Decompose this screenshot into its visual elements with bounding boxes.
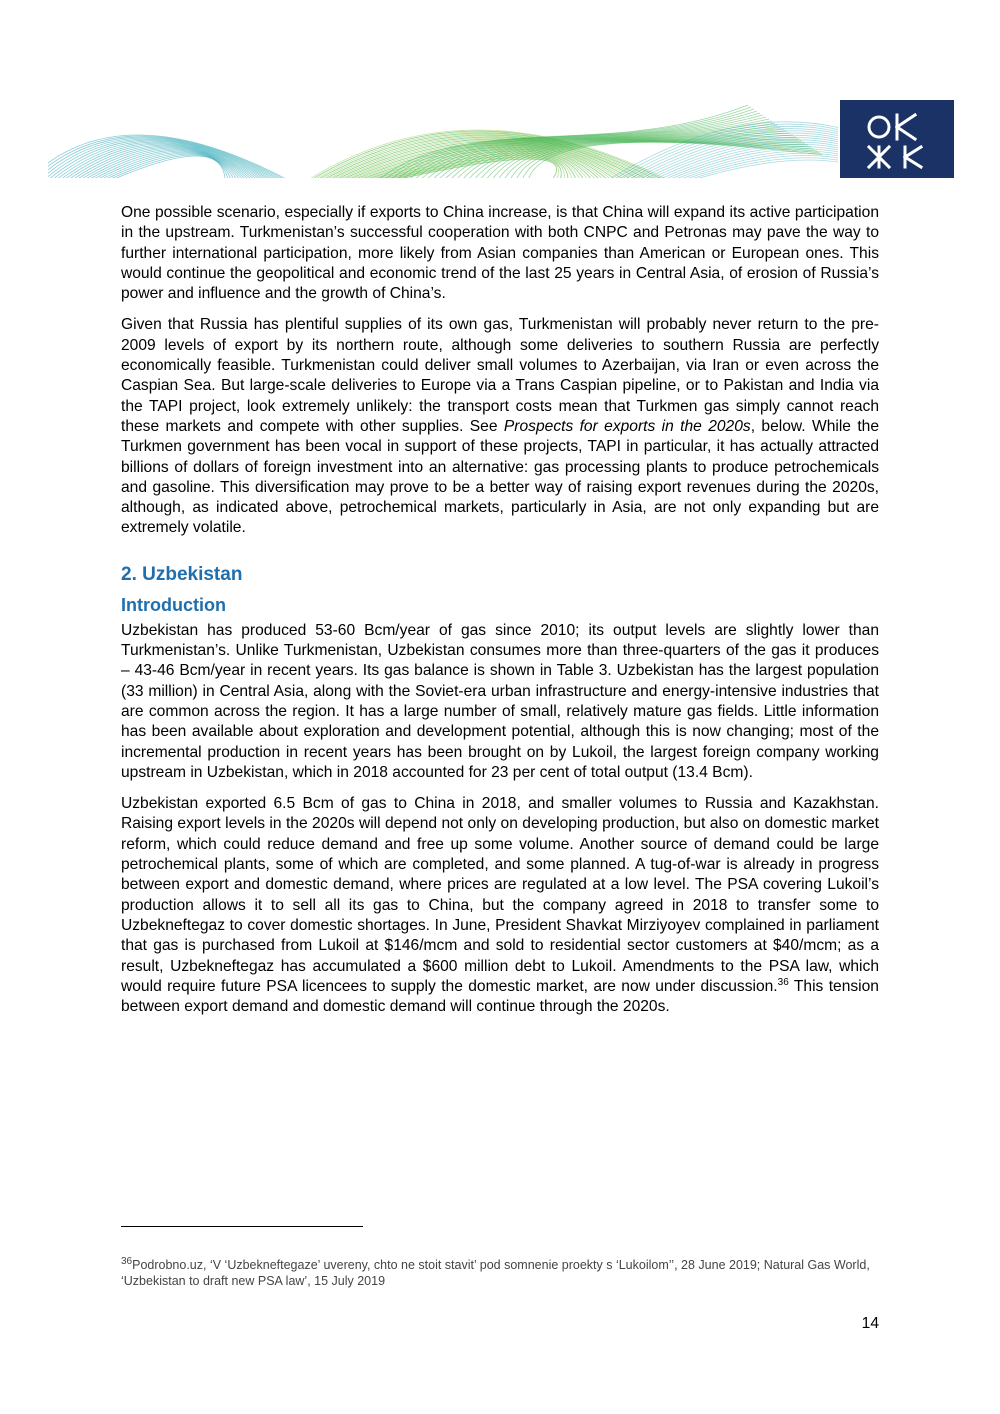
decorative-wave-graphic xyxy=(48,100,838,178)
body-paragraph xyxy=(121,621,879,783)
footnote-reference: 36 xyxy=(777,976,789,988)
page-number: 14 xyxy=(861,1315,879,1332)
uzbekistan-paragraphs xyxy=(121,621,879,1018)
text-segment: This tension between export demand and domestic demand will continue through the 2020s. xyxy=(121,977,879,1016)
footnote-number: 36 xyxy=(121,1255,133,1267)
oies-logo-icon xyxy=(840,100,954,178)
text-segment: Given that Russia has plentiful supplies of its own gas, Turkmenistan will probably never return to the pre-2009 levels of export by its northern route, although some deliveries to southern Russia are perfectly economically feasible. Turkmenistan could deliver small volumes to Azerbaijan, via Iran or even across the Caspian Sea. But large-scale deliveries to Europe via a Trans Caspian pipeline, or to Pakistan and India via the TAPI project, look extremely unlikely: the transport costs mean that Turkmen gas simply cannot reach these markets and compete with other supplies. See xyxy=(121,316,879,435)
text-segment: One possible scenario, especially if exports to China increase, is that China will expand its active participation in the upstream. Turkmenistan’s successful cooperation with both CNPC and Petronas may pave the way to further international participation, more likely from Asian companies than American or European ones. This would continue the geopolitical and economic trend of the last 25 years in Central Asia, of erosion of Russia’s power and influence and the growth of China’s. xyxy=(121,204,879,303)
footnote xyxy=(121,1257,879,1289)
body-paragraph xyxy=(121,203,879,304)
footnote-text: Podrobno.uz, ‘V ‘Uzbekneftegaze’ uvereny, chto ne stoit stavit’ pod somnenie proekty s ‘Lukoilom’’, 28 June 2019; Natural Gas World, ‘Uzbekistan to draft new PSA law’, 15 July 2019 xyxy=(121,1258,870,1288)
italic-reference: Prospects for exports in the 2020s xyxy=(503,417,751,435)
main-content xyxy=(121,203,879,1028)
text-segment: Uzbekistan has produced 53-60 Bcm/year of gas since 2010; its output levels are slightly lower than Turkmenistan’s. Unlike Turkmenistan, Uzbekistan consumes more than three-quarters of the gas it produces – 43-46 Bcm/year in recent years. Its gas balance is shown in Table 3. Uzbekistan has the largest population (33 million) in Central Asia, along with the Soviet-era urban infrastructure and energy-intensive industries that are common across the region. It has a large number of small, relatively mature gas fields. Little information has been available about exploration and development potential, although this is now changing; most of the incremental production in recent years has been brought on by Lukoil, the largest foreign company working upstream in Uzbekistan, which in 2018 accounted for 23 per cent of total output (13.4 Bcm). xyxy=(121,621,879,781)
body-paragraph xyxy=(121,315,879,538)
oies-logo xyxy=(840,100,954,178)
intro-paragraphs xyxy=(121,203,879,539)
section-heading: 2. Uzbekistan xyxy=(121,563,243,585)
body-paragraph xyxy=(121,794,879,1017)
header-banner xyxy=(48,100,838,178)
text-segment: , below. While the Turkmen government has been vocal in support of these projects, TAPI in particular, it has actually attracted billions of dollars of foreign investment into an alternative: gas processing plants to produce petrochemicals and gasoline. This diversification may prove to be a better way of raising export revenues during the 2020s, although, as indicated above, petrochemical markets, particularly in Asia, are not only expanding but are extremely volatile. xyxy=(121,417,880,537)
text-segment: Uzbekistan exported 6.5 Bcm of gas to China in 2018, and smaller volumes to Russia and Kazakhstan. Raising export levels in the 2020s will depend not only on developing production, but also on domestic market reform, which could reduce demand and free up some volume. Another source of demand could be large petrochemical plants, some of which are completed, and some planned. A tug-of-war is already in progress between export and domestic demand, where prices are regulated at a low level. The PSA covering Lukoil’s production allows it to sell all its gas to China, but the company agreed in 2018 to transfer some to Uzbekneftegaz to cover domestic shortages. In June, President Shavkat Mirziyoyev complained in parliament that gas is purchased from Lukoil at $146/mcm and sold to residential sector customers at $40/mcm; as a result, Uzbekneftegaz has accumulated a $600 million debt to Lukoil. Amendments to the PSA law, which would require future PSA licencees to supply the domestic market, are now under discussion. xyxy=(121,795,879,995)
footnote-divider xyxy=(121,1226,363,1227)
subheading: Introduction xyxy=(121,594,226,615)
